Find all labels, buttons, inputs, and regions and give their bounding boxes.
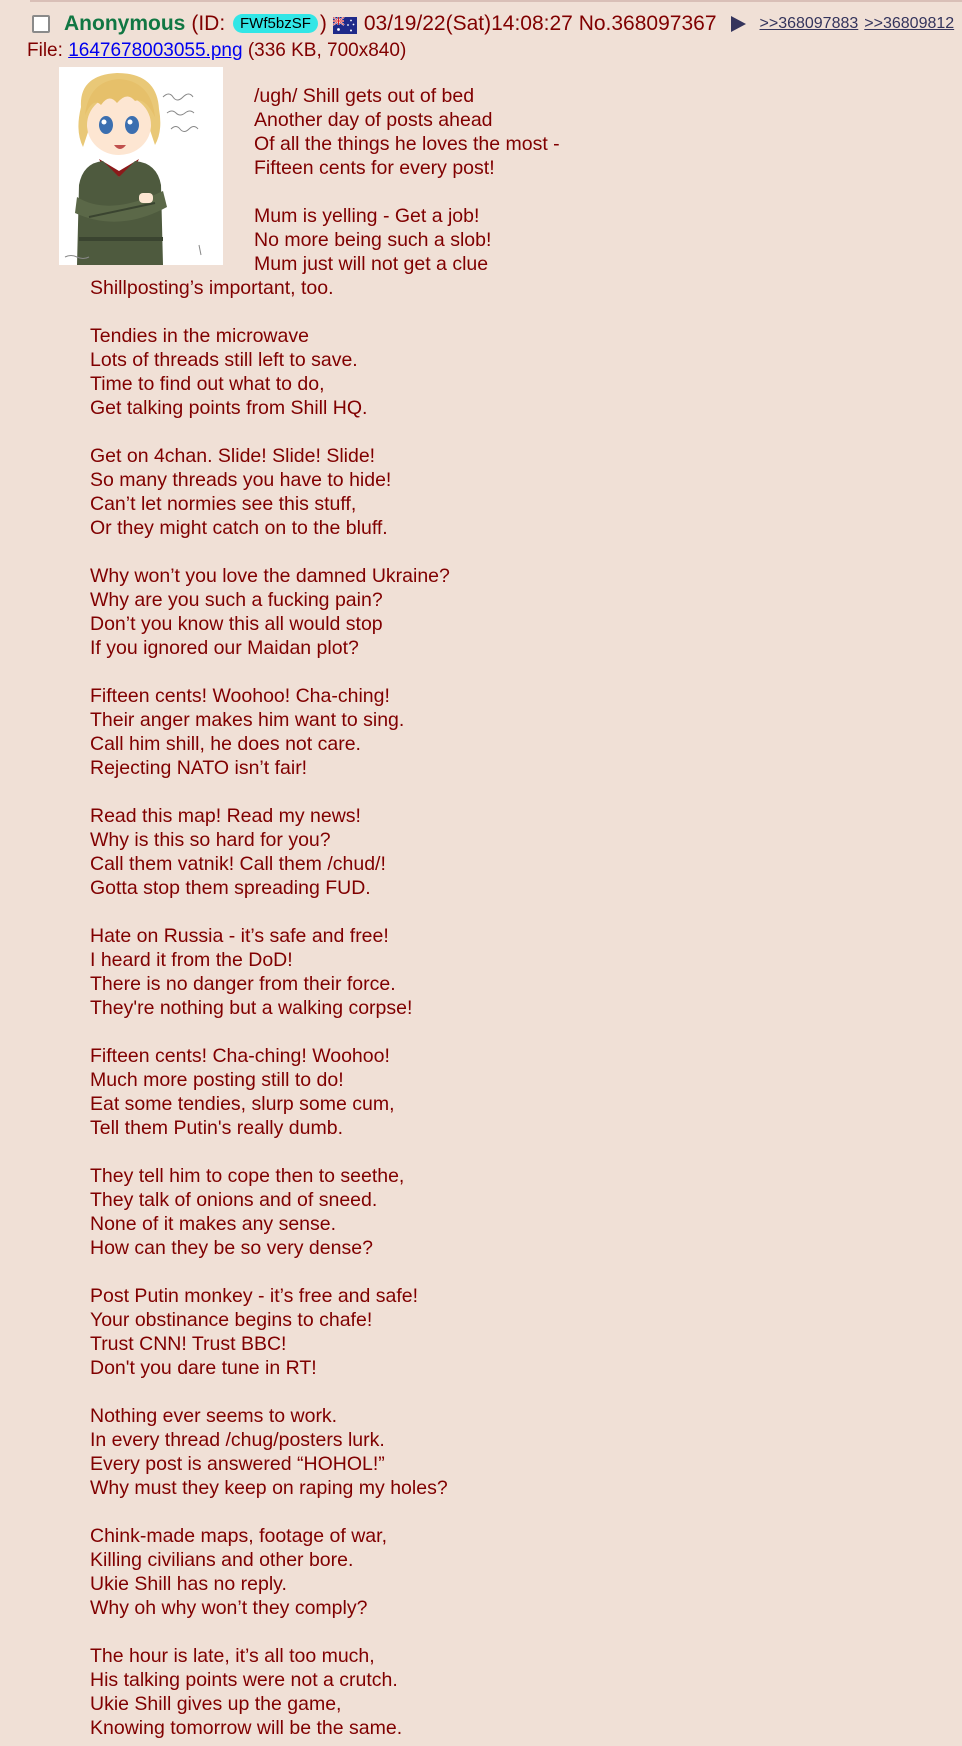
message-line: Nothing ever seems to work.: [90, 1405, 338, 1427]
message-line: Get talking points from Shill HQ.: [90, 397, 368, 419]
message-line: Don't you dare tune in RT!: [90, 1357, 317, 1379]
file-link[interactable]: 1647678003055.png: [68, 40, 243, 61]
message-line: Much more posting still to do!: [90, 1069, 344, 1091]
message-line: In every thread /chug/posters lurk.: [90, 1429, 385, 1451]
post-info-bar: [32, 10, 960, 38]
message-line: Lots of threads still left to save.: [90, 349, 358, 371]
message-line: Fifteen cents! Cha-ching! Woohoo!: [90, 1045, 390, 1067]
message-line: Killing civilians and other bore.: [90, 1549, 354, 1571]
message-line: His talking points were not a crutch.: [90, 1669, 398, 1691]
post-number[interactable]: No.368097367: [578, 12, 717, 35]
message-line: Eat some tendies, slurp some cum,: [90, 1093, 395, 1115]
poster-id-badge[interactable]: FWf5bzSF: [233, 14, 318, 33]
message-line: Fifteen cents! Woohoo! Cha-ching!: [90, 685, 390, 707]
post-date: 03/19/22(Sat)14:08:27: [363, 12, 573, 35]
message-line: Call him shill, he does not care.: [90, 733, 361, 755]
message-line: Why is this so hard for you?: [90, 829, 331, 851]
message-line: Can’t let normies see this stuff,: [90, 493, 357, 515]
message-line: Tell them Putin's really dumb.: [90, 1117, 343, 1139]
message-line: I heard it from the DoD!: [90, 949, 293, 971]
message-line: How can they be so very dense?: [90, 1237, 373, 1259]
message-line: Time to find out what to do,: [90, 373, 325, 395]
message-line: Another day of posts ahead: [254, 109, 493, 131]
file-meta: (336 KB, 700x840): [247, 40, 407, 61]
message-line: Of all the things he loves the most -: [254, 133, 560, 155]
post-datetime: [364, 12, 717, 36]
message-line: They're nothing but a walking corpse!: [90, 997, 413, 1019]
message-line: Shillposting’s important, too.: [90, 277, 334, 299]
message-line: Knowing tomorrow will be the same.: [90, 1717, 403, 1739]
message-line: They tell him to cope then to seethe,: [90, 1165, 405, 1187]
message-line: Rejecting NATO isn’t fair!: [90, 757, 308, 779]
poster-name: Anonymous: [64, 12, 186, 35]
message-line: There is no danger from their force.: [90, 973, 396, 995]
post-menu-arrow-icon[interactable]: [731, 16, 746, 32]
message-line: Why oh why won’t they comply?: [90, 1597, 368, 1619]
message-line: If you ignored our Maidan plot?: [90, 637, 359, 659]
message-line: Mum just will not get a clue: [254, 253, 489, 275]
message-line: None of it makes any sense.: [90, 1213, 337, 1235]
message-line: No more being such a slob!: [254, 229, 492, 251]
message-line: Don’t you know this all would stop: [90, 613, 383, 635]
anime-character-thumbnail-image: [59, 67, 223, 265]
backlink[interactable]: >>36809812: [864, 15, 955, 32]
message-line: Fifteen cents for every post!: [254, 157, 495, 179]
message-line: Get on 4chan. Slide! Slide! Slide!: [90, 445, 376, 467]
message-line: Your obstinance begins to chafe!: [90, 1309, 373, 1331]
australia-flag-icon: [333, 16, 357, 33]
message-line: Call them vatnik! Call them /chud/!: [90, 853, 386, 875]
message-line: Trust CNN! Trust BBC!: [90, 1333, 287, 1355]
message-line: Ukie Shill gives up the game,: [90, 1693, 342, 1715]
message-line: Their anger makes him want to sing.: [90, 709, 405, 731]
message-line: Read this map! Read my news!: [90, 805, 361, 827]
message-line: Or they might catch on to the bluff.: [90, 517, 388, 539]
file-thumbnail[interactable]: [59, 67, 223, 265]
message-line: Ukie Shill has no reply.: [90, 1573, 287, 1595]
file-info: [27, 40, 406, 62]
message-line: Tendies in the microwave: [90, 325, 309, 347]
message-line: The hour is late, it’s all too much,: [90, 1645, 375, 1667]
message-line: Mum is yelling - Get a job!: [254, 205, 480, 227]
id-suffix: ): [319, 12, 327, 35]
message-line: Chink-made maps, footage of war,: [90, 1525, 387, 1547]
message-line: /ugh/ Shill gets out of bed: [254, 85, 475, 107]
message-line: Hate on Russia - it’s safe and free!: [90, 925, 389, 947]
message-line: Why must they keep on raping my holes?: [90, 1477, 448, 1499]
id-prefix: (ID:: [191, 12, 232, 35]
file-label: File:: [27, 40, 69, 61]
message-line: They talk of onions and of sneed.: [90, 1189, 378, 1211]
message-line: Gotta stop them spreading FUD.: [90, 877, 371, 899]
message-line: So many threads you have to hide!: [90, 469, 392, 491]
message-line: Why won’t you love the damned Ukraine?: [90, 565, 450, 587]
message-line: Why are you such a fucking pain?: [90, 589, 383, 611]
poster-id-wrapper: [191, 12, 327, 36]
post-select-checkbox[interactable]: [32, 15, 50, 33]
message-line: Post Putin monkey - it’s free and safe!: [90, 1285, 419, 1307]
backlink[interactable]: >>368097883: [759, 15, 859, 32]
message-line: Every post is answered “HOHOL!”: [90, 1453, 385, 1475]
